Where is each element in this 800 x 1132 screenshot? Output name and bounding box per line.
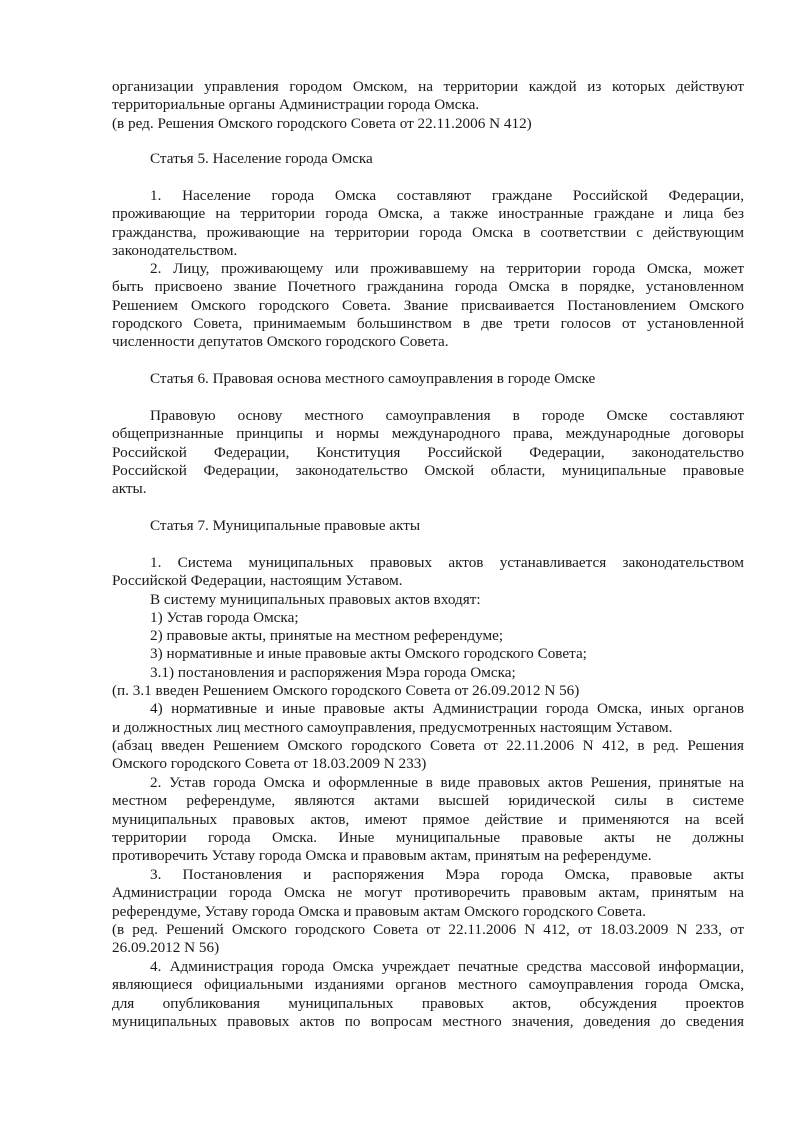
article-6-heading [112, 370, 744, 388]
text-line: референдуме, Уставу города Омска и правовым актам Омского городского Совета. [112, 902, 646, 920]
article-7-section-4 [112, 958, 744, 1031]
text-line: законодательством. [112, 241, 238, 259]
text-line: являющиеся официальными изданиями органов местного самоуправления города Омска, [112, 976, 744, 994]
text-line: быть присвоено звание Почетного гражданина города Омска в порядке, установленном [112, 278, 744, 296]
text-line: Российской Федерации, Конституция Российской Федерации, законодательство [112, 443, 744, 461]
list-item: 3.1) постановления и распоряжения Мэра города Омска; [150, 663, 516, 681]
text-line: территориальные органы Администрации города Омска. [112, 96, 480, 114]
text-line: для опубликования муниципальных правовых актов, обсуждения проектов [112, 994, 744, 1012]
article-7-section-3 [112, 866, 744, 957]
amendment-note: (в ред. Решений Омского городского Совета от 22.11.2006 N 412, от 18.03.2009 N 233, от [112, 920, 744, 938]
text-line: 2. Лицу, проживающему или проживавшему на территории города Омска, может [150, 260, 744, 277]
text-line: 1. Система муниципальных правовых актов устанавливается законодательством [150, 554, 744, 571]
text-line: 4. Администрация города Омска учреждает печатные средства массовой информации, [150, 958, 744, 975]
text-line: 3. Постановления и распоряжения Мэра города Омска, правовые акты [150, 866, 744, 883]
article-7-section-2 [112, 774, 744, 865]
list-item: 3) нормативные и иные правовые акты Омского городского Совета; [150, 645, 587, 663]
text-line: 1. Население города Омска составляют граждане Российской Федерации, [150, 187, 744, 204]
text-line: противоречить Уставу города Омска и правовым актам, принятым на референдуме. [112, 847, 652, 865]
text-line: организации управления городом Омском, на территории каждой из которых действуют [112, 78, 744, 95]
text-line: местном референдуме, являются актами высшей юридической силы в системе [112, 792, 744, 810]
article-heading: Статья 6. Правовая основа местного самоуправления в городе Омске [150, 370, 596, 387]
text-line: Администрации города Омска не могут противоречить правовым актам, принятым на [112, 884, 744, 902]
text-line: акты. [112, 480, 147, 498]
article-7-heading [112, 517, 744, 535]
article-5-heading [112, 150, 744, 168]
text-line: Российской Федерации, настоящим Уставом. [112, 572, 403, 590]
article-heading: Статья 7. Муниципальные правовые акты [150, 517, 421, 534]
text-line: Решением Омского городского Совета. Звание присваивается Постановлением Омского [112, 296, 744, 314]
text-line: общепризнанные принципы и нормы международного права, международные договоры [112, 425, 744, 443]
text-line: муниципальных правовых актов по вопросам местного значения, доведения до сведения [112, 1012, 744, 1030]
text-line: муниципальных правовых актов, имеют прямое действие и применяются на всей [112, 810, 744, 828]
article-7-section-1 [112, 554, 744, 774]
text-line: 2. Устав города Омска и оформленные в виде правовых актов Решения, принятые на [150, 774, 744, 791]
article-6-paragraph-1 [112, 407, 744, 498]
list-item: 4) нормативные и иные правовые акты Администрации города Омска, иных органов [150, 700, 744, 718]
amendment-note: 26.09.2012 N 56) [112, 939, 220, 957]
amendment-note: (абзац введен Решением Омского городского Совета от 22.11.2006 N 412, в ред. Решения [112, 736, 744, 754]
article-5-paragraph-1 [112, 187, 744, 260]
article-heading: Статья 5. Население города Омска [150, 150, 373, 167]
text-line: Российской Федерации, законодательство Омской области, муниципальные правовые [112, 461, 744, 479]
list-item: 2) правовые акты, принятые на местном референдуме; [150, 627, 504, 645]
list-item: 1) Устав города Омска; [150, 608, 299, 626]
text-line: проживающие на территории города Омска, а также иностранные граждане и лица без [112, 205, 744, 223]
list-intro: В систему муниципальных правовых актов входят: [150, 590, 481, 608]
text-line: и должностных лиц местного самоуправления, предусмотренных настоящим Уставом. [112, 718, 673, 736]
text-line: Правовую основу местного самоуправления в городе Омске составляют [150, 407, 744, 424]
text-line: гражданства, проживающие на территории города Омска в соответствии с действующим [112, 223, 744, 241]
article-5-paragraph-2 [112, 260, 744, 351]
text-line: численности депутатов Омского городского Совета. [112, 333, 449, 351]
amendment-note: (п. 3.1 введен Решением Омского городского Совета от 26.09.2012 N 56) [112, 682, 580, 700]
amendment-note: (в ред. Решения Омского городского Совета от 22.11.2006 N 412) [112, 114, 532, 132]
text-line: городского Совета, принимаемым большинством в две трети голосов от установленной [112, 314, 744, 332]
amendment-note: Омского городского Совета от 18.03.2009 N 233) [112, 755, 427, 773]
text-line: территории города Омска. Иные муниципальные правовые акты не должны [112, 828, 744, 846]
continuation-paragraph [112, 78, 744, 133]
